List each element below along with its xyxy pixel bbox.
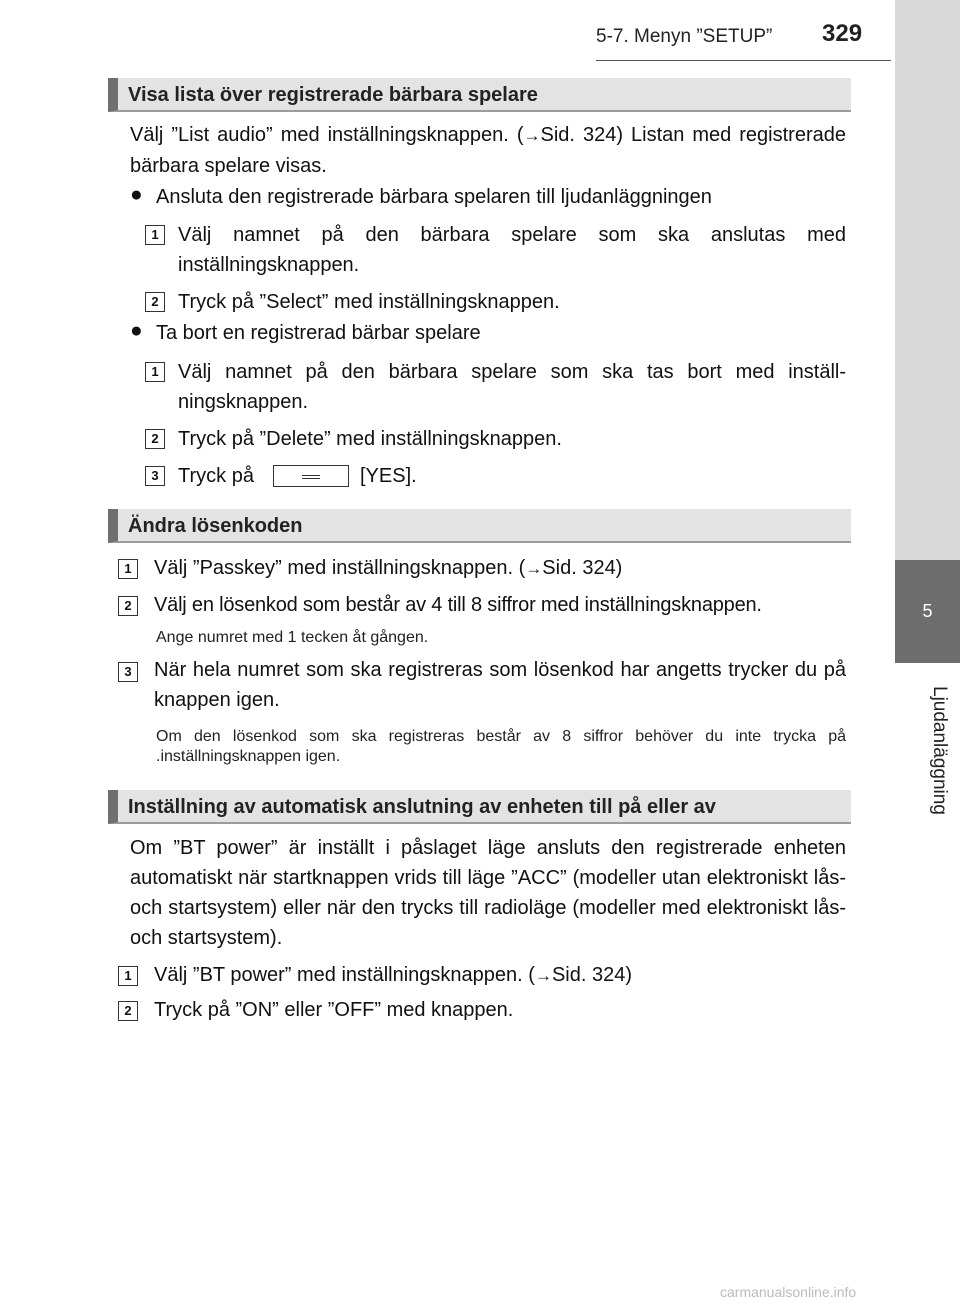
section-heading-text: Inställning av automatisk anslutning av enheten till på eller av <box>128 796 716 818</box>
arrow-icon: → <box>523 126 541 145</box>
arrow-icon: → <box>534 966 552 985</box>
arrow-icon: → <box>525 559 543 578</box>
section3-intro: Om ”BT power” är inställt i påslaget läge ansluts den registrerade enheten automatiskt när startknappen vrids till läge ”ACC” (modeller utan elektroniskt lås- och startsystem) eller när den trycks till radioläge (modeller med elektroniskt lås- och startsystem). <box>130 837 846 949</box>
watermark: carmanualsonline.info <box>720 1284 857 1300</box>
header-rule <box>596 60 891 61</box>
bullet-delete: Ta bort en registrerad bärbar spelare <box>156 322 481 344</box>
step-number-1: 1 <box>118 559 138 579</box>
section1-intro: Välj ”List audio” med inställningsknappen. (→Sid. 324) Listan med registrerade bärbara spelare visas. <box>130 124 846 177</box>
step-number-2: 2 <box>118 1001 138 1021</box>
delete-step-3-b: [YES]. <box>360 465 417 487</box>
passkey-step-2-note: Ange numret med 1 tecken åt gången. <box>156 629 429 646</box>
passkey-step-3-note: Om den lösenkod som ska registreras består av 8 siffror behöver du inte trycka på .inställningsknappen igen. <box>156 728 846 765</box>
passkey-step-3: När hela numret som ska registreras som lösenkod har angetts trycker du på knappen igen. <box>154 659 846 711</box>
bt-power-step-2: Tryck på ”ON” eller ”OFF” med knappen. <box>154 999 514 1021</box>
section-heading-list <box>108 78 851 112</box>
bullet-connect: Ansluta den registrerade bärbara spelaren till ljudanläggningen <box>156 186 712 208</box>
page-number: 329 <box>822 20 863 47</box>
step-number-1: 1 <box>145 225 165 245</box>
section-heading-passkey <box>108 509 851 543</box>
step-number-3: 3 <box>145 466 165 486</box>
delete-step-1: Välj namnet på den bärbara spelare som ska tas bort med inställ-ningsknappen. <box>178 361 846 413</box>
delete-step-2: Tryck på ”Delete” med inställningsknappen. <box>178 428 562 450</box>
chapter-tab <box>895 0 960 1308</box>
section-heading-text: Ändra lösenkoden <box>128 515 303 537</box>
connect-step-1: Välj namnet på den bärbara spelare som ska anslutas med inställningsknappen. <box>178 224 846 276</box>
section-heading-bt-power <box>108 790 851 824</box>
section-heading-text: Visa lista över registrerade bärbara spelare <box>128 84 538 106</box>
bullet-icon: ● <box>130 183 143 206</box>
chapter-label: Ljudanläggning <box>929 686 950 815</box>
step-number-1: 1 <box>118 966 138 986</box>
bt-power-step-1: Välj ”BT power” med inställningsknappen. (→Sid. 324) <box>154 964 632 986</box>
step-number-2: 2 <box>145 429 165 449</box>
chapter-tab-top <box>895 0 960 560</box>
bullet-icon: ● <box>130 319 143 342</box>
passkey-step-1: Välj ”Passkey” med inställningsknappen. (→Sid. 324) <box>154 557 623 579</box>
chapter-number: 5 <box>895 560 960 663</box>
step-number-3: 3 <box>118 662 138 682</box>
step-number-2: 2 <box>145 292 165 312</box>
step-number-1: 1 <box>145 362 165 382</box>
running-header: 5-7. Menyn ”SETUP” <box>596 26 773 47</box>
step-number-2: 2 <box>118 596 138 616</box>
menu-button-icon <box>273 465 349 487</box>
delete-step-3-a: Tryck på <box>178 465 254 487</box>
passkey-step-2: Välj en lösenkod som består av 4 till 8 siffror med inställningsknappen. <box>154 594 762 616</box>
connect-step-2: Tryck på ”Select” med inställningsknappen. <box>178 291 560 313</box>
